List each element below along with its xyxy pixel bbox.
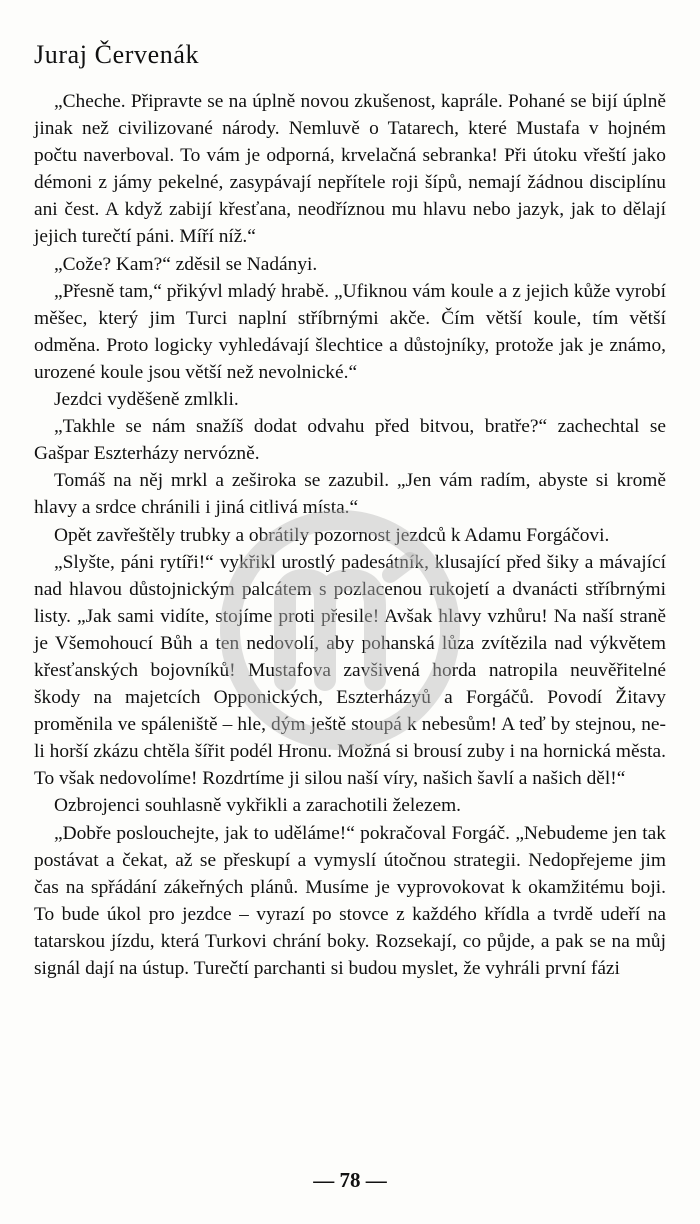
paragraph: Jezdci vyděšeně zmlkli.: [54, 389, 239, 411]
paragraph: „Slyšte, páni rytíři!“ vykřikl urostlý padesátník, klusající před šiky a mávající nad hlavou důstojnickým palcátem s pozlacenou rukojetí a dvanácti stříbrnými listy. „Jak sami vidíte, stojíme proti přesile! Avšak hlavy vzhůru! Na naší straně je Všemohoucí Bůh a ten nedovolí, aby pohanská lůza zvítězila nad výkvětem křesťanských bojovníků! Mustafova zavšivená horda natropila neuvěřitelné škody na majetcích Opponických, Eszterházyů a Forgáčů. Povodí Žitavy proměnila ve spáleniště – hle, dým ještě stoupá k nebesům! A teď by stejnou, ne-li horší zkázu chtěla šířit podél Hronu. Možná si brousí zuby i na hornická města. To však nedovolíme! Rozdrtíme ji silou naší víry, našich šavlí a našich děl!“: [34, 551, 666, 790]
paragraph: „Cože? Kam?“ zděsil se Nadányi.: [54, 253, 318, 275]
paragraph: Ozbrojenci souhlasně vykřikli a zarachotili železem.: [54, 795, 462, 817]
page-number: — 78 —: [313, 1168, 387, 1192]
paragraph: Tomáš na něj mrkl a zeširoka se zazubil. „Jen vám radím, abyste si kromě hlavy a srdce chránili i jiná citlivá místa.“: [34, 470, 666, 519]
running-header-author: Juraj Červenák: [34, 40, 200, 69]
paragraph: Opět zavřeštěly trubky a obrátily pozornost jezdců k Adamu Forgáčovi.: [54, 524, 610, 546]
body-text: [34, 88, 666, 982]
paragraph: „Takhle se nám snažíš dodat odvahu před bitvou, bratře?“ zachechtal se Gašpar Eszterházy nervózně.: [34, 416, 666, 465]
paragraph: „Cheche. Připravte se na úplně novou zkušenost, kaprále. Pohané se bijí úplně jinak než civilizované národy. Nemluvě o Tatarech, které Mustafa v hojném počtu naverboval. To vám je odporná, krvelačná sebranka! Při útoku vřeští jako démoni z jámy pekelné, zasypávají nepřítele roji šípů, nemají žádnou disciplínu ani čest. A když zabijí křesťana, neodříznou mu hlavu nebo jazyk, jak to dělají jejich turečtí páni. Míří níž.“: [34, 91, 666, 248]
paragraph: „Přesně tam,“ přikývl mladý hrabě. „Ufiknou vám koule a z jejich kůže vyrobí měšec, který jim Turci naplní stříbrnými akče. Čím větší koule, tím větší odměna. Proto logicky vyhledávají šlechtice a důstojníky, protože jak je známo, urozené koule jsou větší než nevolnické.“: [34, 280, 666, 383]
paragraph: „Dobře poslouchejte, jak to uděláme!“ pokračoval Forgáč. „Nebudeme jen tak postávat a čekat, až se přeskupí a vymyslí útočnou strategii. Nedopřejeme jim čas na spřádání zákeřných plánů. Musíme je vyprovokovat k okamžitému boji. To bude úkol pro jezdce – vyrazí po stovce z každého křídla a tvrdě udeří na tatarskou jízdu, která Turkovi chrání boky. Rozsekají, co půjde, a pak se na můj signál dají na ústup. Turečtí parchanti si budou myslet, že vyhráli první fázi: [34, 822, 666, 979]
